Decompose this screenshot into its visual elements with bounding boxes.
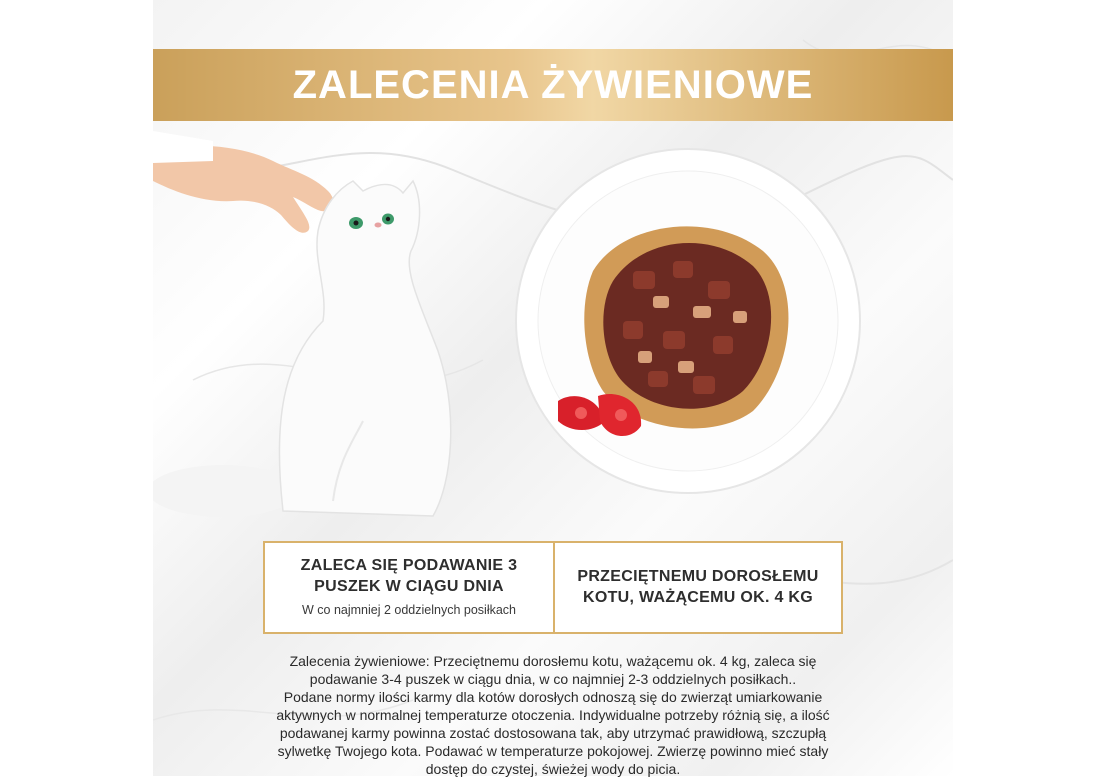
cat-weight-title-line2: KOTU, WAŻĄCEMU OK. 4 KG bbox=[582, 589, 813, 606]
hero-illustration bbox=[153, 121, 953, 541]
servings-title-line2: PUSZEK W CIĄGU DNIA bbox=[314, 578, 504, 595]
description-line: podawanej karmy powinna zostać dostosowana tak, aby utrzymać prawidłową, szczupłą bbox=[279, 725, 827, 741]
title-banner bbox=[153, 49, 953, 121]
hand-illustration bbox=[153, 131, 333, 233]
servings-title bbox=[265, 555, 553, 597]
servings-box bbox=[265, 543, 553, 632]
cat-weight-box bbox=[555, 543, 841, 632]
feeding-description bbox=[258, 652, 848, 778]
description-line: podawanie 3-4 puszek w ciągu dnia, w co najmniej 2-3 oddzielnych posiłkach.. bbox=[309, 671, 797, 687]
servings-subtitle: W co najmniej 2 oddzielnych posiłkach bbox=[302, 603, 516, 617]
cat-weight-title-line1: PRZECIĘTNEMU DOROSŁEMU bbox=[577, 568, 819, 585]
description-line: Zalecenia żywieniowe: Przeciętnemu dorosłemu kotu, ważącemu ok. 4 kg, zaleca się bbox=[289, 653, 817, 669]
feeding-info-boxes bbox=[263, 541, 843, 634]
description-line: aktywnych w normalnej temperaturze otoczenia. Indywidualne potrzeby różnią się, a ilość bbox=[276, 707, 830, 723]
description-line: Podane normy ilości karmy dla kotów dorosłych odnoszą się do zwierząt umiarkowanie bbox=[283, 689, 823, 705]
food-plate-illustration bbox=[516, 149, 860, 493]
description-line: sylwetkę Twojego kota. Podawać w temperaturze pokojowej. Zwierzę powinno mieć stały bbox=[277, 743, 829, 759]
servings-title-line1: ZALECA SIĘ PODAWANIE 3 bbox=[300, 557, 518, 574]
page-title: ZALECENIA ŻYWIENIOWE bbox=[292, 63, 814, 107]
cat-weight-title bbox=[555, 566, 841, 608]
description-line: dostęp do czystej, świeżej wody do picia. bbox=[425, 761, 681, 777]
